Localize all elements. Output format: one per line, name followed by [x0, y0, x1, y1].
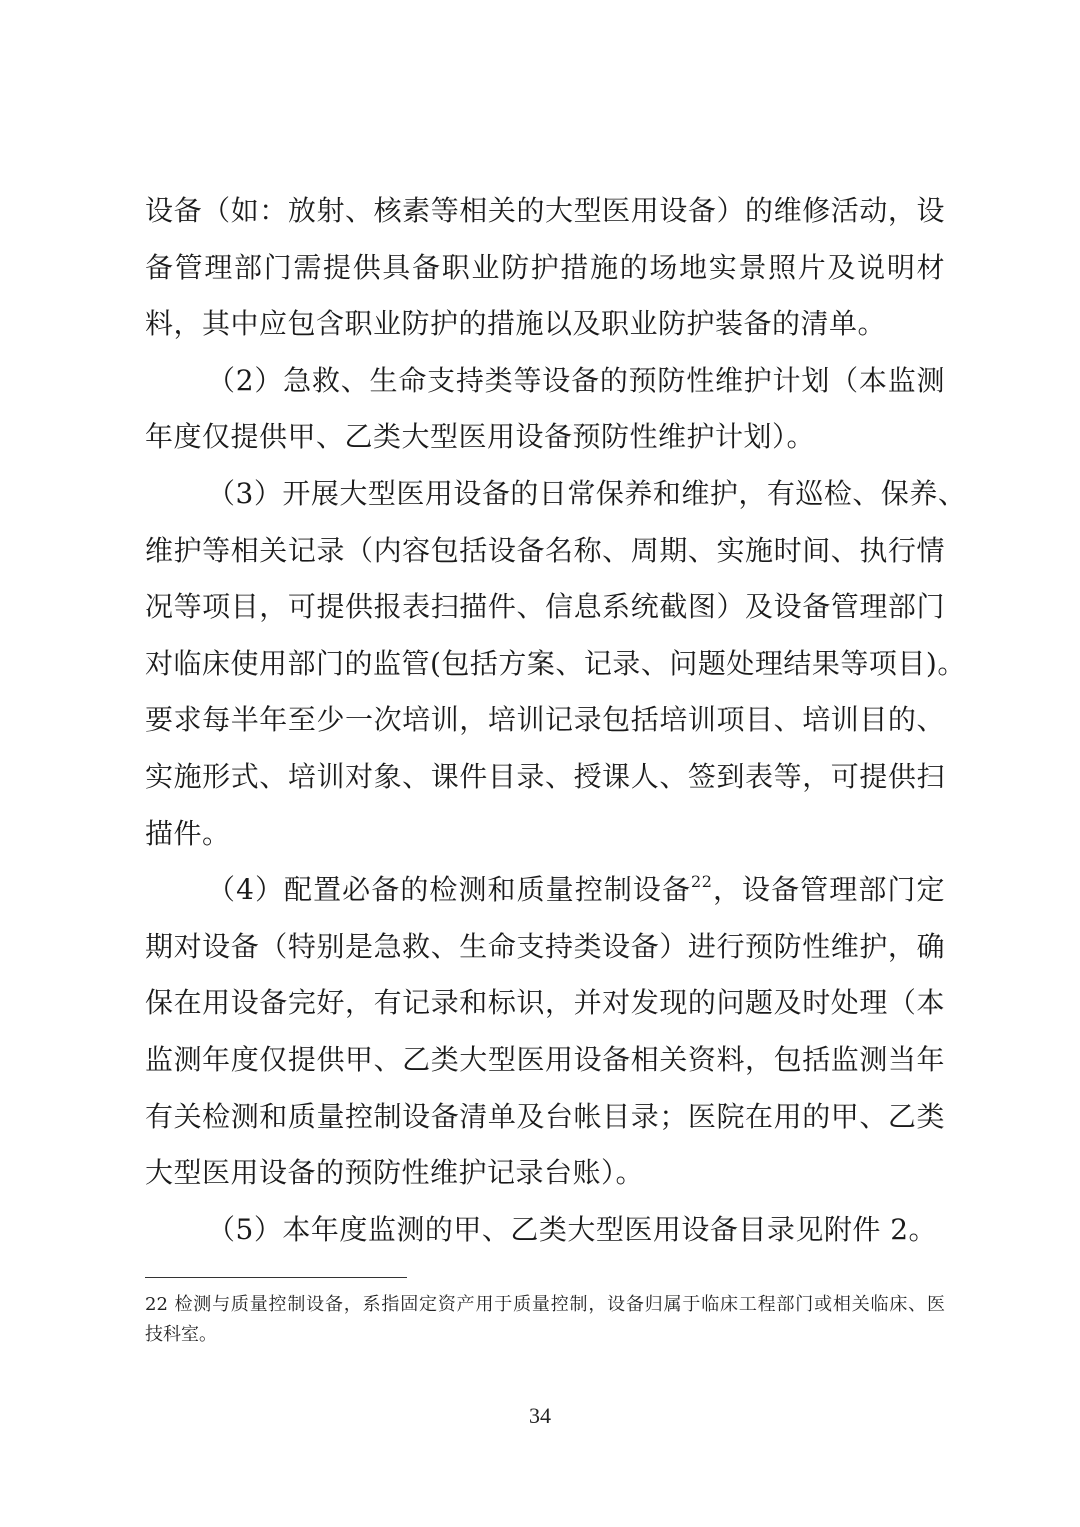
text-line: 要求每半年至少一次培训，培训记录包括培训项目、培训目的、: [145, 703, 945, 737]
footnote-line: 技科室。: [145, 1324, 217, 1345]
page-number: 34: [529, 1403, 551, 1428]
footnote-line: 22 检测与质量控制设备，系指固定资产用于质量控制，设备归属于临床工程部门或相关临床、医: [145, 1294, 945, 1315]
text-line: （3）开展大型医用设备的日常保养和维护，有巡检、保养、: [207, 476, 967, 510]
text-line: 期对设备（特别是急救、生命支持类设备）进行预防性维护，确: [145, 929, 945, 963]
text-line: 保在用设备完好，有记录和标识，并对发现的问题及时处理（本: [145, 986, 945, 1020]
text-line: 维护等相关记录（内容包括设备名称、周期、实施时间、执行情: [145, 533, 945, 567]
body-text: [145, 183, 967, 1258]
text-line: 况等项目，可提供报表扫描件、信息系统截图）及设备管理部门: [145, 590, 945, 624]
text-line: 描件。: [145, 816, 231, 850]
text-line: 监测年度仅提供甲、乙类大型医用设备相关资料，包括监测当年: [145, 1042, 945, 1076]
text-segment: ，设备管理部门定: [712, 873, 945, 907]
text-line: （2）急救、生命支持类等设备的预防性维护计划（本监测: [207, 363, 945, 397]
footnote-divider: [145, 1277, 407, 1278]
footnote: [145, 1290, 945, 1350]
text-segment: （4）配置必备的检测和质量控制设备: [207, 873, 692, 907]
text-line: 有关检测和质量控制设备清单及台帐目录；医院在用的甲、乙类: [145, 1099, 945, 1133]
text-line: 年度仅提供甲、乙类大型医用设备预防性维护计划）。: [145, 420, 816, 454]
text-line: 设备（如：放射、核素等相关的大型医用设备）的维修活动，设: [145, 194, 945, 227]
text-line: 料，其中应包含职业防护的措施以及职业防护装备的清单。: [145, 307, 887, 341]
footnote-reference[interactable]: 22: [691, 872, 713, 892]
text-line-with-footnote: [145, 862, 945, 919]
text-line: 对临床使用部门的监管(包括方案、记录、问题处理结果等项目)。: [145, 646, 966, 680]
text-line: 实施形式、培训对象、课件目录、授课人、签到表等，可提供扫: [145, 759, 945, 793]
text-line: 备管理部门需提供具备职业防护措施的场地实景照片及说明材: [145, 250, 945, 284]
text-line: （5）本年度监测的甲、乙类大型医用设备目录见附件 2。: [207, 1212, 938, 1246]
text-line: 大型医用设备的预防性维护记录台账）。: [145, 1156, 645, 1190]
